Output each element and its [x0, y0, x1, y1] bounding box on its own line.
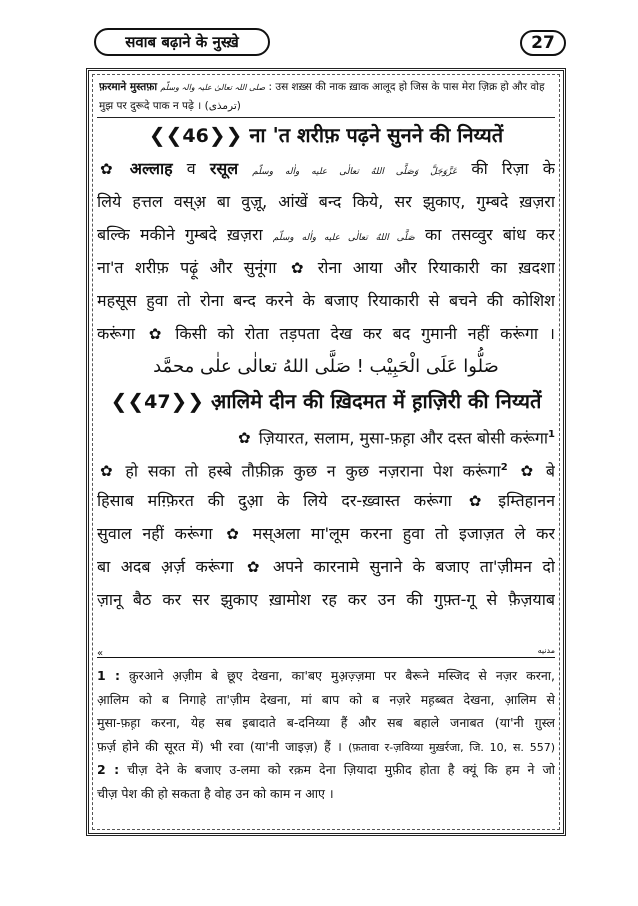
footnote-1-line: आ़लिम को ब निगाहे ता'ज़ीम देखना, मां बाप को ब नज़रे मह़ब्बत देखना, आ़लिम से	[97, 691, 555, 707]
footnote-2-line: 2 : चीज़ देने के बजाए उ-लमा को रक़म देना ज़ियादा मुफ़ीद होता है क्यूं कि हम ने जो	[97, 762, 555, 777]
page-number-pill	[520, 30, 566, 56]
section-47-number: 47	[144, 391, 171, 413]
section-47-title: आ़लिमे दीन की ख़िदमत में ह़ाज़िरी की निय्यतें	[211, 389, 542, 413]
flower-icon: ✿	[148, 325, 162, 343]
footnote-2-line: चीज़ पेश की हो सकता है वोह उन को काम न आए ।	[97, 785, 334, 801]
book-title-pill	[94, 28, 270, 56]
text-line: करूंगा ✿ किसी को रोता तड़पता देख कर बद गुमानी नहीं करूंगा ।	[97, 317, 555, 350]
hadith-box	[97, 78, 555, 118]
page-number: 27	[531, 33, 555, 53]
hadith-text-1: : उस शख़्स की नाक ख़ाक आलूद हो जिस के पास मेरा ज़िक्र हो और वोह	[268, 81, 545, 93]
section-47-text	[97, 418, 555, 616]
flower-icon: ✿	[246, 558, 260, 576]
hadith-text-2: मुझ पर दुरूदे पाक न पढ़े । (ترمذی)	[99, 100, 241, 112]
main-content	[97, 118, 555, 616]
hadith-label: फ़रमाने मुस्तफ़ा	[99, 81, 158, 93]
ornament-bracket-icon: ❮❮	[148, 123, 183, 147]
footnotes	[97, 664, 555, 805]
hadith-salutation: صلی اللہ تعالیٰ علیہ والہ وسلّم	[160, 83, 266, 92]
flower-icon: ✿	[100, 160, 113, 178]
section-46-number: 46	[182, 125, 209, 147]
flower-icon: ✿	[100, 462, 113, 481]
section-47-heading	[97, 384, 555, 418]
ornament-bracket-icon: ❮❮	[110, 389, 145, 413]
footnote-ref-1: 1	[548, 429, 555, 440]
text-line: ✿ ज़ियारत, सलाम, मुसा-फ़ह़ा और दस्त बोसी करूंगा$^1$	[97, 418, 555, 451]
footnote-ref-2: 2	[500, 462, 508, 473]
flower-icon: ✿	[290, 259, 304, 277]
text-line: बा अदब अ़र्ज़ करूंगा ✿ अपने कारनामे सुनाने के बजाए ता'ज़ीमन दो	[97, 550, 555, 583]
flower-icon: ✿	[520, 462, 534, 481]
text-line: महसूस हुवा तो रोना बन्द करने के बजाए रियाकारी से बचने की कोशिश	[97, 291, 555, 310]
text-line: ना'त शरीफ़ पढ़ूं और सुनूंगा ✿ रोना आया और रियाकारी का ख़दशा	[97, 251, 555, 284]
section-46-text	[97, 152, 555, 350]
text-line: ✿ हो सका तो हस्बे तौफ़ीक़ कुछ न कुछ नज़राना पेश करूंगा$^2$ ✿ बे	[97, 451, 555, 484]
footnote-1-line: 1 : क़ुरआने अ़ज़ीम बे छूए देखना, का'बए मुअ़ज़्ज़मा पर बैरूने मस्जिद से नज़र करना,	[97, 668, 555, 683]
footnote-1-line: मुसा-फ़ह़ा करना, येह सब इबादाते ब-दनिय्या हैं और सब बहाले जनाबत (या'नी ग़ुस्ल	[97, 715, 555, 730]
footnote-2-number: 2 :	[97, 762, 120, 777]
ornament-bracket-icon: ❯❯	[208, 123, 243, 147]
text-line: लिये हत्तल वस्अ़ बा वुज़ू, आंखें बन्द किये, सर झुकाए, गुम्बदे ख़ज़रा	[97, 192, 555, 211]
book-title: सवाब बढ़ाने के नुस्ख़े	[125, 33, 239, 51]
ornament-bracket-icon: ❯❯	[170, 389, 205, 413]
section-46-title: ना 'त शरीफ़ पढ़ने सुनने की निय्यतें	[249, 123, 504, 147]
flower-icon: ✿	[226, 525, 239, 543]
text-line: सुवाल नहीं करूंगा ✿ मस्अला मा'लूम करना हुवा तो इजाज़त ले कर	[97, 517, 555, 550]
text-line: बल्कि मकीने गुम्बदे ख़ज़रा صَلَّی اللهُ تعالٰی علیه واٰله وسلّم का तसव्वुर बांध कर	[97, 225, 555, 244]
flower-icon: ✿	[468, 492, 482, 510]
text-line: ✿ अल्लाह व रसूल عَزَّوَجَلَّ وَصَلَّی اللهُ تعالٰی علیه واٰله وسلّم की रिज़ा के	[97, 152, 555, 185]
section-46-heading	[97, 118, 555, 152]
footnote-divider	[97, 657, 555, 658]
footnote-1-number: 1 :	[97, 668, 121, 683]
flower-icon: ✿	[238, 429, 251, 448]
text-line: ज़ानू बैठ कर सर झुकाए ख़ामोश रह कर उन की गुफ़्त-गू से फ़ैज़याब	[97, 590, 555, 609]
footnote-1-citation: (फ़तावा र-ज़विय्या मुख़र्रजा, जि. 10, स. 557)	[348, 740, 555, 754]
salawat-line: صَلُّوا عَلَی الْحَبِیْب ! صَلَّی اللهُ تعالٰی علٰی محمَّد	[153, 356, 499, 377]
footnote-1-line: फ़र्ज़ होने की सूरत में) भी रवा (या'नी जाइज़) हैं । (फ़तावा र-ज़विय्या मुख़र्रजा, जि. 10, स. 557)	[97, 738, 555, 754]
text-line: हिसाब मग़्फ़िरत की दुआ़ के लिये दर-ख़्वास्त करूंगा ✿ इम्तिहानन	[97, 484, 555, 517]
